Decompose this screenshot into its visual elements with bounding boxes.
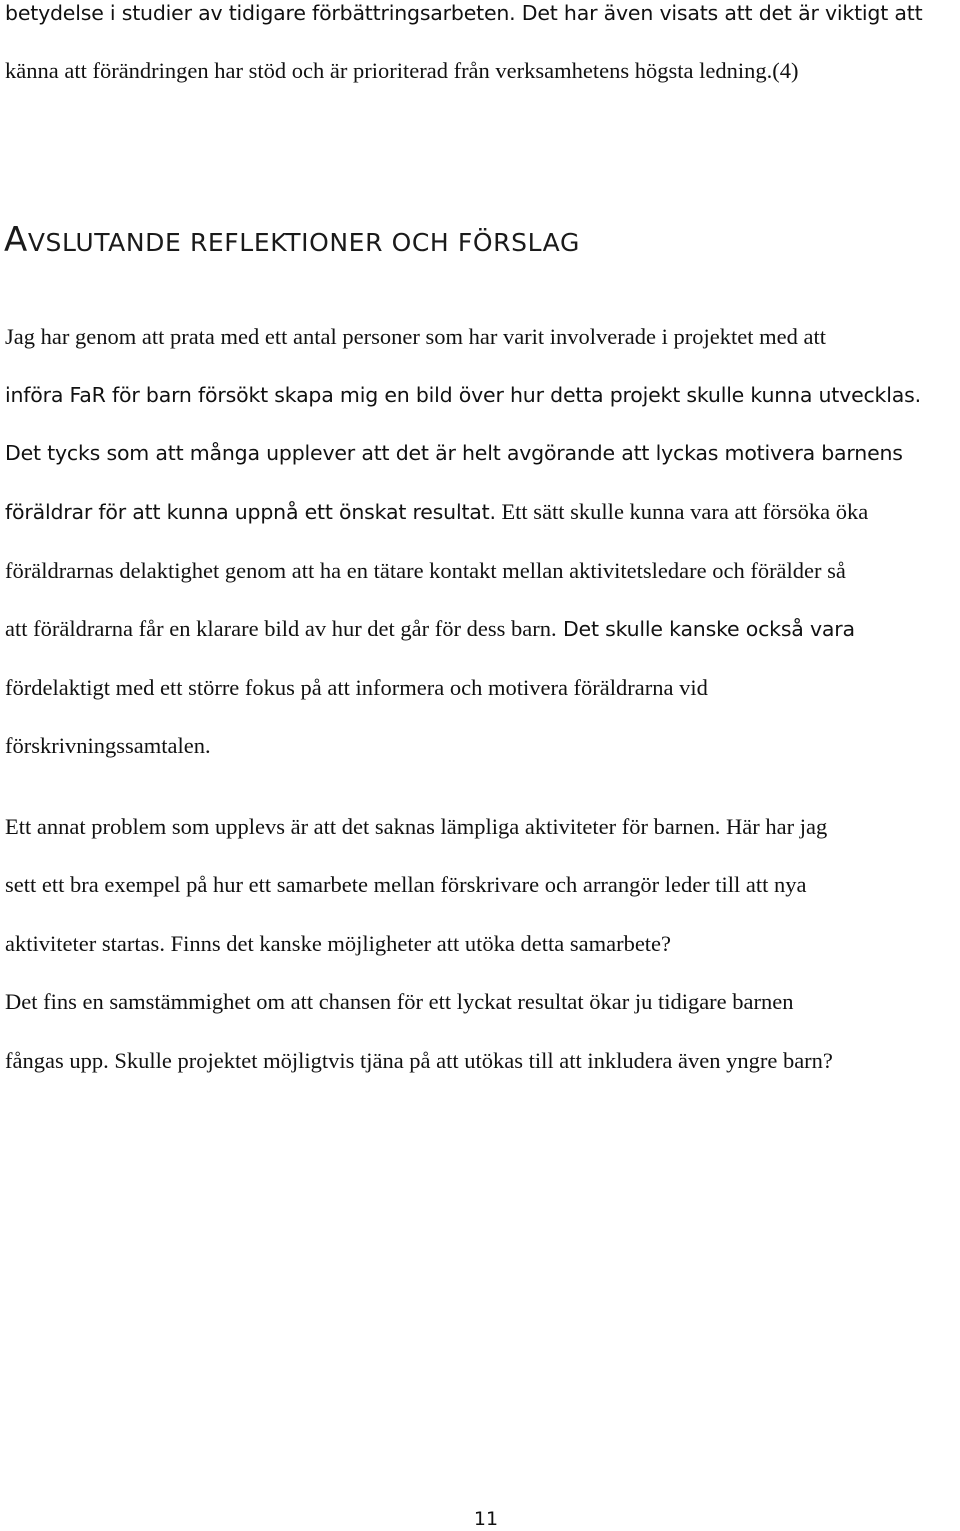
para3-line-1: Ett annat problem som upplevs är att det saknas lämpliga aktiviteter för barnen. Här har jag bbox=[5, 814, 828, 839]
para2-line-4-b: Det skulle kanske också vara bbox=[556, 617, 855, 641]
heading-rest: VSLUTANDE REFLEKTIONER OCH FÖRSLAG bbox=[27, 228, 580, 257]
page-number: 11 bbox=[473, 1508, 499, 1530]
para2-line-3: föräldrarnas delaktighet genom att ha en tätare kontakt mellan aktivitetsledare och förälder så bbox=[5, 558, 846, 583]
para3-line-4: Det fins en samstämmighet om att chansen för ett lyckat resultat ökar ju tidigare barnen bbox=[5, 989, 794, 1014]
para3-line-2: sett ett bra exempel på hur ett samarbete mellan förskrivare och arrangör leder till att nya bbox=[5, 872, 807, 897]
para2-line-2-sans: föräldrar för att kunna uppnå ett önskat resultat. bbox=[5, 500, 496, 524]
intro-line-2: känna att förändringen har stöd och är prioriterad från verksamhetens högsta ledning.(4) bbox=[5, 58, 799, 83]
para2-line-4-a: att föräldrarna får en klarare bild av hur det går för dess barn. bbox=[5, 616, 557, 641]
para3-line-3: aktiviteter startas. Finns det kanske möjligheter att utöka detta samarbete? bbox=[5, 931, 672, 956]
para2-line-1: Det tycks som att många upplever att det är helt avgörande att lyckas motivera barnens bbox=[5, 441, 903, 465]
para2-line-4 bbox=[5, 616, 855, 642]
para1-line-2: införa FaR för barn försökt skapa mig en bild över hur detta projekt skulle kunna utvecklas. bbox=[5, 383, 921, 407]
para3-line-5: fångas upp. Skulle projektet möjligtvis tjäna på att utökas till att inkludera även yngre barn? bbox=[5, 1048, 833, 1073]
para2-line-5: fördelaktigt med ett större fokus på att informera och motivera föräldrarna vid bbox=[5, 675, 708, 700]
heading-initial: A bbox=[4, 220, 28, 260]
para2-line-2-rest: Ett sätt skulle kunna vara att försöka öka bbox=[495, 499, 869, 524]
para1-line-1: Jag har genom att prata med ett antal personer som har varit involverade i projektet med att bbox=[5, 324, 826, 349]
para2-line-6: förskrivningssamtalen. bbox=[5, 733, 211, 758]
intro-line-1: betydelse i studier av tidigare förbättringsarbeten. Det har även visats att det är viktigt att bbox=[5, 1, 923, 25]
para2-line-2 bbox=[5, 499, 868, 525]
section-heading bbox=[4, 222, 580, 261]
